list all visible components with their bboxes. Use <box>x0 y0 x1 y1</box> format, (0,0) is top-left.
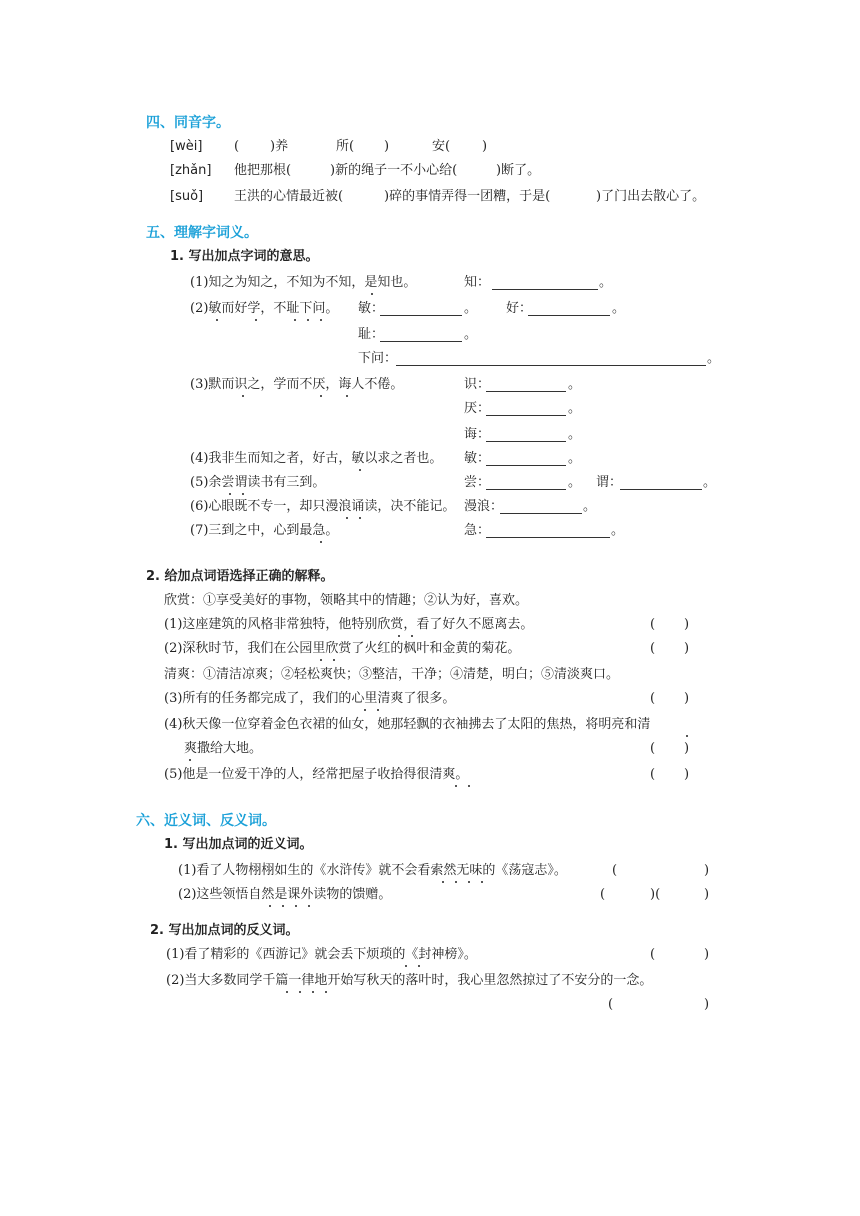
emphasis-dot <box>455 881 457 883</box>
answer-line <box>620 489 702 490</box>
answer-paren-close: ) <box>684 641 690 656</box>
emphasis-dot <box>481 881 483 883</box>
key-ji: 急： <box>464 523 491 538</box>
emphasis-dot <box>346 395 348 397</box>
emphasis-dot <box>189 759 191 761</box>
blank-close: ) <box>384 139 390 154</box>
answer-paren-close: ) <box>684 617 690 632</box>
emphasis-dot <box>320 319 322 321</box>
emphasis-dot <box>286 991 288 993</box>
key-min: 敏： <box>358 301 385 316</box>
emphasis-dot <box>320 659 322 661</box>
key-xiawen: 下问： <box>358 351 398 366</box>
answer-paren-open: ( <box>650 641 656 656</box>
answer-line <box>380 341 462 342</box>
answer-paren-open: ( <box>600 887 606 902</box>
emphasis-dot <box>418 965 420 967</box>
answer-line <box>380 315 462 316</box>
answer-line <box>396 365 706 366</box>
period: 。 <box>568 427 582 442</box>
synonym-sentence-2: (2)这些领悟自然是课外读物的馈赠。 <box>178 887 392 902</box>
period: 。 <box>568 451 582 466</box>
answer-paren-open: ( <box>650 691 656 706</box>
item-4: (4)我非生而知之者，好古，敏以求之者也。 <box>190 451 443 466</box>
answer-line <box>486 465 566 466</box>
question-1-title: 1. 写出加点字词的意思。 <box>170 249 319 264</box>
item-5: (5)余尝谓读书有三到。 <box>190 475 326 490</box>
text: )碎的事情弄得一团糟，于是( <box>384 189 551 204</box>
answer-paren-open: ( <box>650 767 656 782</box>
period: 。 <box>568 401 582 416</box>
emphasis-dot <box>307 319 309 321</box>
emphasis-dot <box>468 785 470 787</box>
antonym-sentence-2: (2)当大多数同学千篇一律地开始写秋天的落叶时，我心里忽然掠过了不安分的一念。 <box>166 973 653 988</box>
emphasis-dot <box>255 319 257 321</box>
period: 。 <box>568 475 582 490</box>
item-1: (1)知之为知之，不知为不知，是知也。 <box>190 275 417 290</box>
answer-paren-close: ) <box>704 947 710 962</box>
emphasis-dot <box>442 881 444 883</box>
emphasis-dot <box>242 493 244 495</box>
answer-line <box>500 513 582 514</box>
question-2-title: 2. 写出加点词的反义词。 <box>150 923 299 938</box>
key-hui: 诲： <box>464 427 491 442</box>
emphasis-dot <box>455 785 457 787</box>
period: 。 <box>599 275 613 290</box>
emphasis-dot <box>686 735 688 737</box>
period: 。 <box>703 475 717 490</box>
answer-line <box>492 289 598 290</box>
sentence-3: (3)所有的任务都完成了，我们的心里清爽了很多。 <box>164 691 456 706</box>
emphasis-dot <box>405 965 407 967</box>
key-shi: 识： <box>464 377 491 392</box>
period: 。 <box>464 327 478 342</box>
emphasis-dot <box>364 709 366 711</box>
sentence-5: (5)他是一位爱干净的人，经常把屋子收拾得很清爽。 <box>164 767 469 782</box>
period: 。 <box>464 301 478 316</box>
blank-open: ( <box>234 139 240 154</box>
answer-paren-close: ) <box>704 887 710 902</box>
emphasis-dot <box>320 541 322 543</box>
emphasis-dot <box>242 395 244 397</box>
text: )断了。 <box>496 163 541 178</box>
answer-paren-open: ( <box>650 617 656 632</box>
answer-paren-close: ) <box>704 997 710 1012</box>
period: 。 <box>568 377 582 392</box>
answer-line <box>528 315 610 316</box>
emphasis-dot <box>346 517 348 519</box>
item-2: (2)敏而好学，不耻下问。 <box>190 301 339 316</box>
answer-paren-open: ( <box>612 863 618 878</box>
emphasis-dot <box>320 395 322 397</box>
answer-paren-mid: )( <box>650 887 661 902</box>
answer-line <box>486 415 566 416</box>
definition-qingshuang: 清爽：①清洁凉爽；②轻松爽快；③整洁，干净；④清楚，明白；⑤清淡爽口。 <box>164 667 620 682</box>
text: 他把那根( <box>234 163 292 178</box>
sentence-4a: (4)秋天像一位穿着金色衣裙的仙女，她那轻飘的衣袖拂去了太阳的焦热，将明亮和清 <box>164 717 651 732</box>
answer-paren-open: ( <box>650 947 656 962</box>
item-3: (3)默而识之，学而不厌，诲人不倦。 <box>190 377 404 392</box>
synonym-sentence-1: (1)看了人物栩栩如生的《水浒传》就不会看索然无味的《荡寇志》。 <box>178 863 567 878</box>
pinyin-suo: [suǒ] <box>170 189 204 204</box>
section-4-title: 四、同音字。 <box>146 115 230 131</box>
emphasis-dot <box>312 991 314 993</box>
answer-paren-close: ) <box>684 767 690 782</box>
sentence-1: (1)这座建筑的风格非常独特，他特别欣赏，看了好久不愿离去。 <box>164 617 534 632</box>
key-wei: 谓： <box>596 475 623 490</box>
emphasis-dot <box>468 881 470 883</box>
key-zhi: 知： <box>464 275 491 290</box>
blank-close: ) <box>482 139 488 154</box>
text: )养 <box>270 139 289 154</box>
answer-paren-close: ) <box>684 741 690 756</box>
emphasis-dot <box>308 905 310 907</box>
definition-xinshang: 欣赏：①享受美好的事物，领略其中的情趣；②认为好，喜欢。 <box>164 593 529 608</box>
emphasis-dot <box>295 905 297 907</box>
pinyin-wei: [wèi] <box>170 139 203 154</box>
emphasis-dot <box>333 659 335 661</box>
answer-line <box>486 489 566 490</box>
emphasis-dot <box>299 991 301 993</box>
sentence-4b: 爽撒给大地。 <box>184 741 263 756</box>
key-hao: 好： <box>506 301 533 316</box>
period: 。 <box>611 523 625 538</box>
emphasis-dot <box>398 635 400 637</box>
sentence-2: (2)深秋时节，我们在公园里欣赏了火红的枫叶和金黄的菊花。 <box>164 641 521 656</box>
key-manlang: 漫浪： <box>464 499 504 514</box>
answer-paren-close: ) <box>704 863 710 878</box>
item-6: (6)心眼既不专一，却只漫浪诵读，决不能记。 <box>190 499 456 514</box>
emphasis-dot <box>325 991 327 993</box>
emphasis-dot <box>359 469 361 471</box>
emphasis-dot <box>371 293 373 295</box>
text: 安( <box>432 139 451 154</box>
emphasis-dot <box>411 635 413 637</box>
text: 所( <box>336 139 355 154</box>
emphasis-dot <box>216 319 218 321</box>
answer-paren-close: ) <box>684 691 690 706</box>
answer-line <box>486 441 566 442</box>
emphasis-dot <box>377 709 379 711</box>
period: 。 <box>612 301 626 316</box>
item-7: (7)三到之中，心到最急。 <box>190 523 339 538</box>
question-2-title: 2. 给加点词语选择正确的解释。 <box>146 569 334 584</box>
emphasis-dot <box>359 517 361 519</box>
text: )新的绳子一不小心给( <box>330 163 458 178</box>
answer-line <box>486 391 566 392</box>
period: 。 <box>707 351 721 366</box>
key-chi: 耻： <box>358 327 385 342</box>
answer-paren-open: ( <box>608 997 614 1012</box>
emphasis-dot <box>229 493 231 495</box>
key-yan: 厌： <box>464 401 491 416</box>
section-5-title: 五、理解字词义。 <box>146 225 258 241</box>
antonym-sentence-1: (1)看了精彩的《西游记》就会丢下烦琐的《封神榜》。 <box>166 947 477 962</box>
text: 王洪的心情最近被( <box>234 189 344 204</box>
emphasis-dot <box>269 905 271 907</box>
question-1-title: 1. 写出加点词的近义词。 <box>164 837 313 852</box>
emphasis-dot <box>282 905 284 907</box>
answer-paren-open: ( <box>650 741 656 756</box>
key-min2: 敏： <box>464 451 491 466</box>
answer-line <box>486 537 610 538</box>
period: 。 <box>583 499 597 514</box>
pinyin-zhan: [zhǎn] <box>170 163 212 178</box>
emphasis-dot <box>294 319 296 321</box>
section-6-title: 六、近义词、反义词。 <box>136 813 276 829</box>
key-chang: 尝： <box>464 475 491 490</box>
text: )了门出去散心了。 <box>596 189 706 204</box>
